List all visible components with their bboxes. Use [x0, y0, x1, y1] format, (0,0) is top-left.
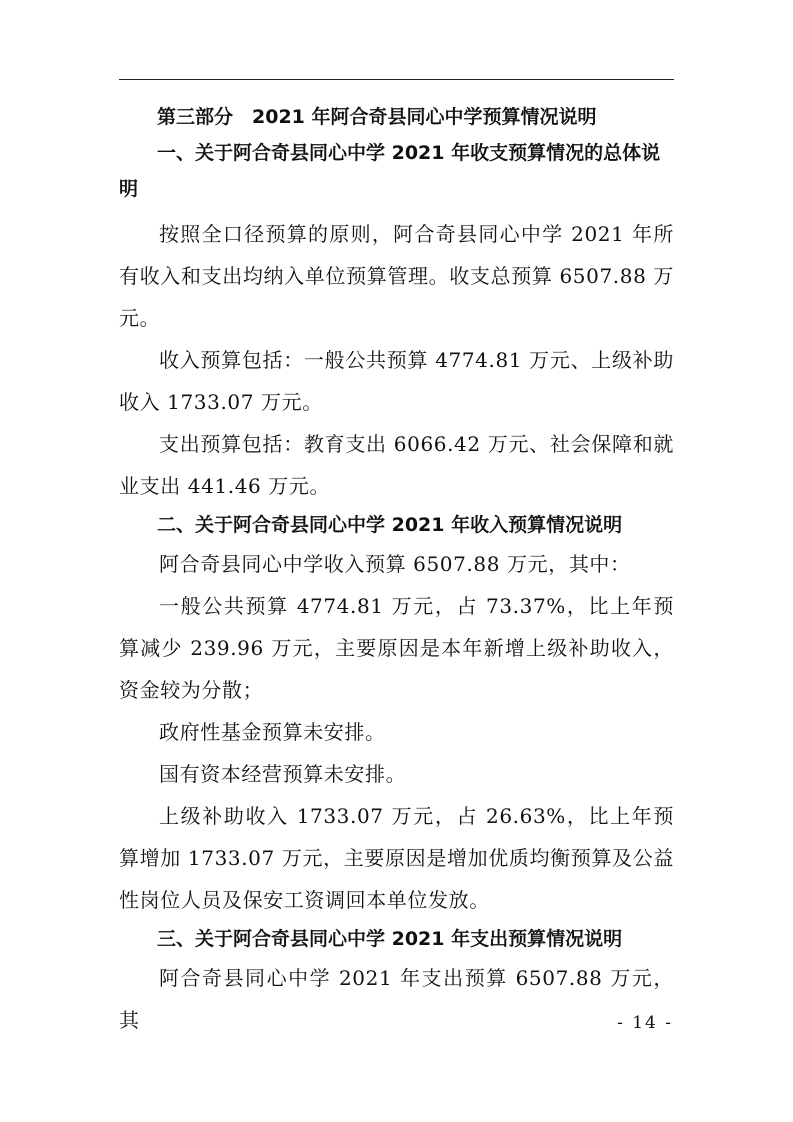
part-title: 第三部分 2021 年阿合奇县同心中学预算情况说明 [157, 106, 597, 128]
paragraph: 一般公共预算 4774.81 万元，占 73.37%，比上年预算减少 239.96 万元，主要原因是本年新增上级补助收入，资金较为分散； [119, 594, 674, 702]
document-body [119, 99, 674, 1041]
paragraph: 政府性基金预算未安排。 [159, 720, 386, 744]
paragraph: 阿合奇县同心中学 2021 年支出预算 6507.88 万元，其 [119, 966, 674, 1032]
page-number: - 14 - [617, 1013, 673, 1033]
section-heading-1: 一、关于阿合奇县同心中学 2021 年收支预算情况的总体说明 [119, 142, 661, 200]
paragraph: 国有资本经营预算未安排。 [159, 762, 407, 786]
paragraph: 上级补助收入 1733.07 万元，占 26.63%，比上年预算增加 1733.07 万元，主要原因是增加优质均衡预算及公益性岗位人员及保安工资调回本单位发放。 [119, 804, 674, 912]
header-rule [119, 79, 674, 80]
paragraph: 阿合奇县同心中学收入预算 6507.88 万元，其中： [159, 552, 631, 576]
paragraph: 按照全口径预算的原则，阿合奇县同心中学 2021 年所有收入和支出均纳入单位预算管理。收支总预算 6507.88 万元。 [119, 222, 674, 330]
paragraph: 支出预算包括：教育支出 6066.42 万元、社会保障和就业支出 441.46 万元。 [119, 432, 674, 498]
section-heading-2: 二、关于阿合奇县同心中学 2021 年收入预算情况说明 [157, 514, 623, 536]
paragraph: 收入预算包括：一般公共预算 4774.81 万元、上级补助收入 1733.07 万元。 [119, 348, 674, 414]
section-heading-3: 三、关于阿合奇县同心中学 2021 年支出预算情况说明 [157, 928, 623, 950]
